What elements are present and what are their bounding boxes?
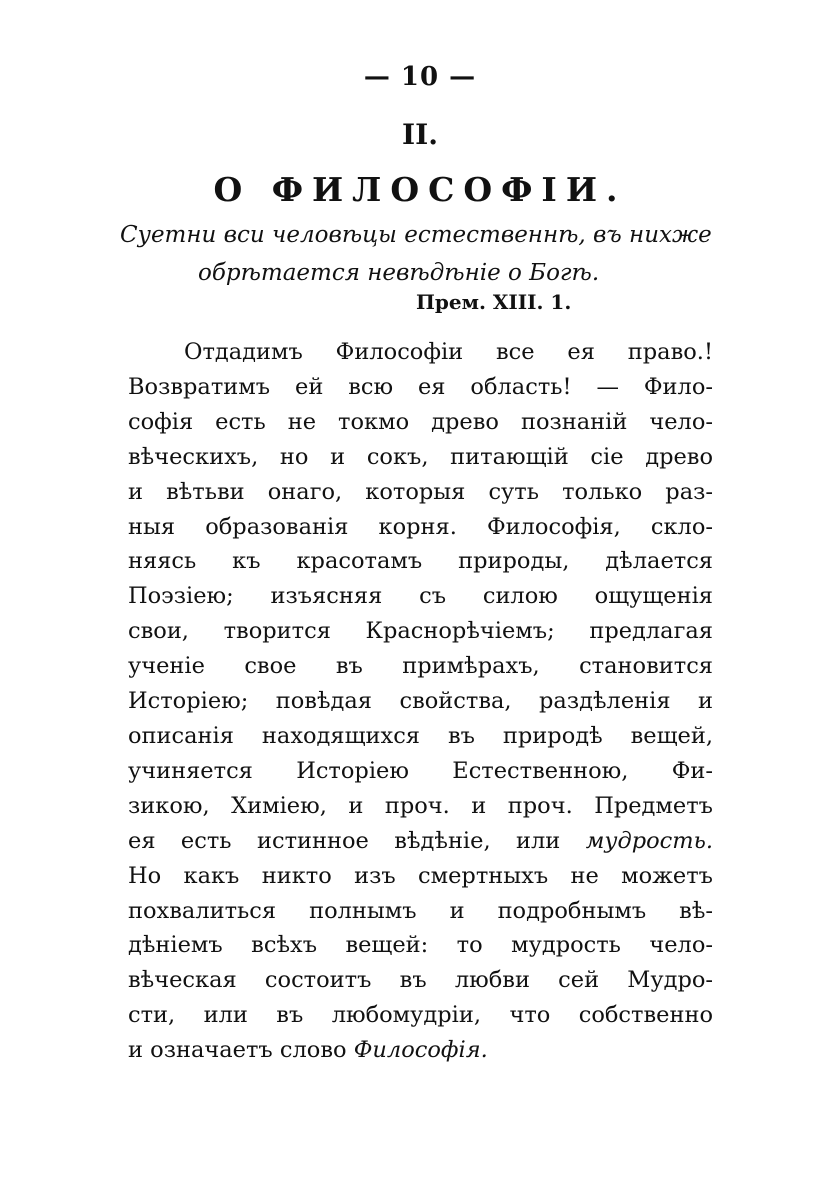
text-line: описанія находящихся въ природѣ вещей, — [128, 722, 713, 749]
text-line: сти, или въ любомудріи, что собственно — [128, 1002, 713, 1029]
text-line: Исторіею; повѣдая свойства, раздѣленія и — [128, 688, 713, 715]
text-line: софія есть не токмо древо познаній чело- — [128, 408, 713, 435]
text-line: похвалиться полнымъ и подробнымъ вѣ- — [128, 897, 713, 924]
text-line: Но какъ никто изъ смертныхъ не можетъ — [128, 862, 713, 889]
text-fragment: ея есть истинное вѣдѣніе, или — [128, 827, 561, 854]
text-line: зикою, Химіею, и проч. и проч. Предметъ — [128, 792, 713, 819]
page-number-header: — 10 — — [363, 62, 477, 92]
text-line: Отдадимъ Философіи все ея право.! — [184, 339, 713, 365]
text-line: дѣніемъ всѣхъ вещей: то мудрость чело- — [128, 932, 713, 959]
chapter-number: II. — [402, 118, 438, 151]
text-line: ныя образованія корня. Философія, скло- — [128, 513, 713, 540]
text-line: Возвратимъ ей всю ея область! — Фило- — [128, 373, 713, 400]
text-line: няясь къ красотамъ природы, дѣлается — [128, 548, 713, 575]
text-line-with-italic — [128, 824, 713, 859]
epigraph-line: Суетни вси человѣцы естественнѣ, въ нихже — [120, 222, 712, 248]
chapter-title: О ФИЛОСОФІИ. — [213, 170, 627, 209]
italic-word: мудрость. — [585, 827, 713, 854]
text-line: учиняется Исторіею Естественною, Фи- — [128, 757, 713, 784]
italic-word: Философія. — [353, 1037, 488, 1064]
text-fragment: и означаетъ слово — [128, 1037, 347, 1064]
epigraph-line: обрѣтается невѣдѣніе о Богѣ. — [198, 260, 600, 286]
body-paragraph — [128, 335, 713, 1068]
text-line: и вѣтьви онаго, которыя суть только раз- — [128, 478, 713, 505]
text-line-with-italic — [128, 1033, 713, 1068]
epigraph — [120, 216, 720, 292]
text-line: ученіе свое въ примѣрахъ, становится — [128, 653, 713, 680]
text-line: свои, творится Краснорѣчіемъ; предлагая — [128, 618, 713, 645]
text-line: вѣческая состоитъ въ любви сей Мудро- — [128, 967, 713, 994]
text-line: Поэзіею; изъясняя съ силою ощущенія — [128, 583, 713, 610]
text-line: вѣческихъ, но и сокъ, питающій сіе древо — [128, 443, 713, 470]
epigraph-source: Прем. XIII. 1. — [416, 290, 572, 314]
